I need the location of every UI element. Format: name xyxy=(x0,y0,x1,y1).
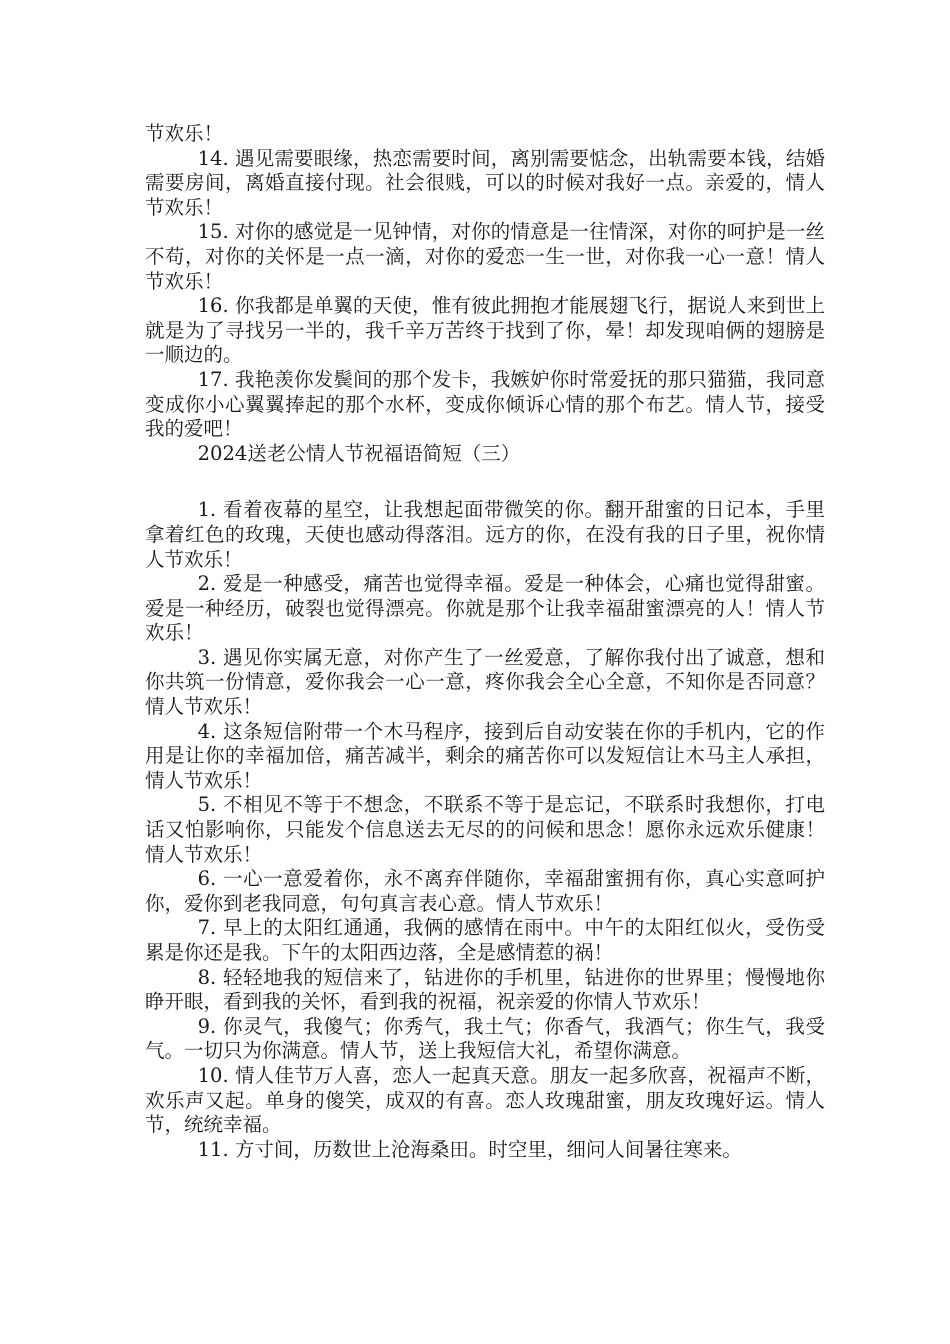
document-body xyxy=(145,122,825,1162)
paragraph-11: 11. 方寸间，历数世上沧海桑田。时空里，细问人间暑往寒来。 xyxy=(197,1137,742,1161)
paragraph-6: 6. 一心一意爱着你，永不离弃伴随你，幸福甜蜜拥有你，真心实意呵护你，爱你到老我同意，句句真言表心意。情人节欢乐！ xyxy=(145,867,825,915)
paragraph-3: 3. 遇见你实属无意，对你产生了一丝爱意，了解你我付出了诚意，想和你共筑一份情意，爱你我会一心一意，疼你我会全心全意，不知你是否同意？情人节欢乐！ xyxy=(145,645,825,719)
section-spacer xyxy=(145,466,825,498)
paragraph-1: 1. 看着夜幕的星空，让我想起面带微笑的你。翻开甜蜜的日记本，手里拿着红色的玫瑰，天使也感动得落泪。远方的你，在没有我的日子里，祝你情人节欢乐！ xyxy=(145,498,825,571)
paragraph-9: 9. 你灵气，我傻气；你秀气，我土气；你香气，我酒气；你生气，我受气。一切只为你满意。情人节，送上我短信大礼，希望你满意。 xyxy=(145,1014,825,1063)
paragraph-2: 2. 爱是一种感受，痛苦也觉得幸福。爱是一种体会，心痛也觉得甜蜜。爱是一种经历，破裂也觉得漂亮。你就是那个让我幸福甜蜜漂亮的人！情人节欢乐！ xyxy=(145,572,825,645)
paragraph-8: 8. 轻轻地我的短信来了，钻进你的手机里，钻进你的世界里；慢慢地你睁开眼，看到我的关怀，看到我的祝福，祝亲爱的你情人节欢乐！ xyxy=(145,965,825,1014)
section-heading: 2024送老公情人节祝福语简短（三） xyxy=(197,441,521,465)
paragraph-14: 14. 遇见需要眼缘，热恋需要时间，离别需要惦念，出轨需要本钱，结婚需要房间，离婚直接付现。社会很贱，可以的时候对我好一点。亲爱的，情人节欢乐！ xyxy=(145,146,825,219)
intro-fragment: 节欢乐！ xyxy=(145,122,224,145)
paragraph-7: 7. 早上的太阳红通通，我俩的感情在雨中。中午的太阳红似火，受伤受累是你还是我。下午的太阳西边落，全是感情惹的祸！ xyxy=(145,916,825,964)
paragraph-15: 15. 对你的感觉是一见钟情，对你的情意是一往情深，对你的呵护是一丝不苟，对你的关怀是一点一滴，对你的爱恋一生一世，对你我一心一意！情人节欢乐！ xyxy=(145,220,825,293)
paragraph-10: 10. 情人佳节万人喜，恋人一起真天意。朋友一起多欣喜，祝福声不断，欢乐声又起。单身的傻笑，成双的有喜。恋人玫瑰甜蜜，朋友玫瑰好运。情人节，统统幸福。 xyxy=(145,1063,825,1137)
paragraph-5: 5. 不相见不等于不想念，不联系不等于是忘记，不联系时我想你，打电话又怕影响你，只能发个信息送去无尽的的问候和思念！愿你永远欢乐健康！情人节欢乐！ xyxy=(145,793,825,866)
paragraph-17: 17. 我艳羡你发鬓间的那个发卡，我嫉妒你时常爱抚的那只猫猫，我同意变成你小心翼翼捧起的那个水杯，变成你倾诉心情的那个布艺。情人节，接受我的爱吧！ xyxy=(145,367,825,441)
paragraph-4: 4. 这条短信附带一个木马程序，接到后自动安装在你的手机内，它的作用是让你的幸福加倍，痛苦减半，剩余的痛苦你可以发短信让木马主人承担，情人节欢乐！ xyxy=(145,719,825,792)
paragraph-16: 16. 你我都是单翼的天使，惟有彼此拥抱才能展翅飞行，据说人来到世上就是为了寻找另一半的，我千辛万苦终于找到了你，晕！却发现咱俩的翅膀是一顺边的。 xyxy=(145,294,825,367)
